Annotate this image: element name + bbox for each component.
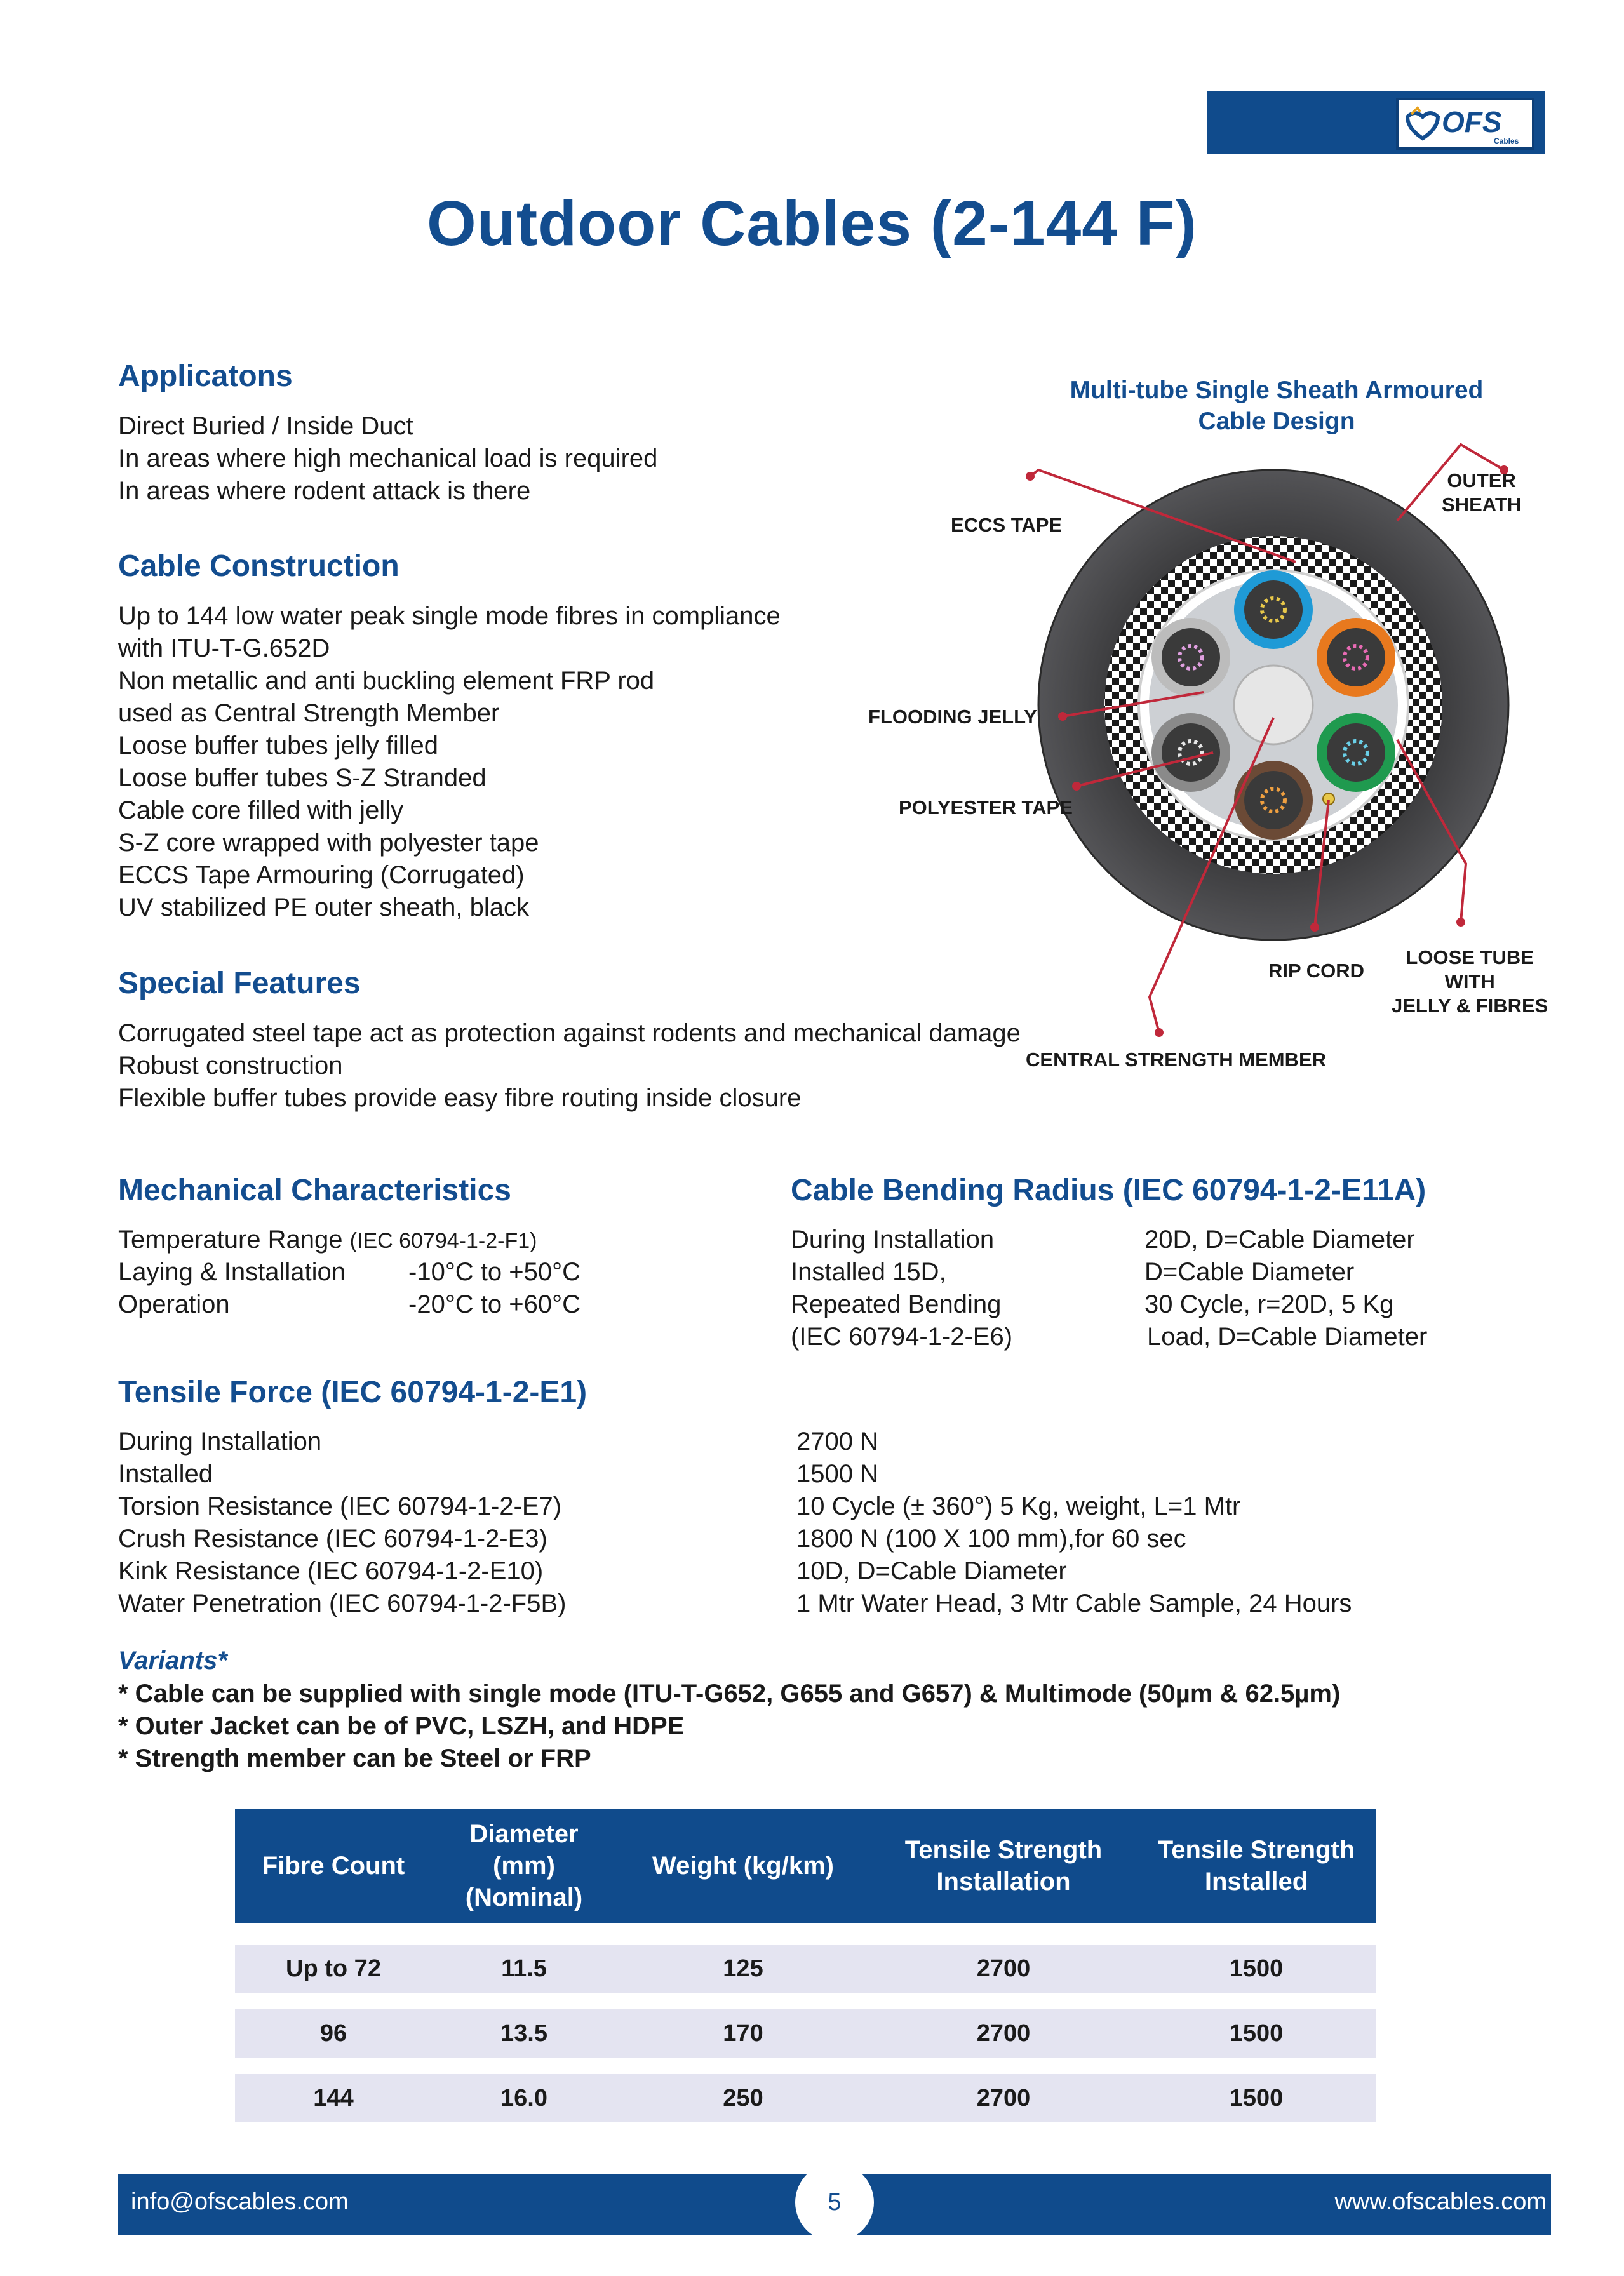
- table-cell: 13.5: [432, 2009, 616, 2058]
- header-line: Installation: [936, 1868, 1071, 1896]
- table-cell: 11.5: [432, 1945, 616, 1993]
- table-header: [616, 1809, 870, 1923]
- label-line: WITH: [1444, 970, 1495, 993]
- table-header: [1137, 1809, 1376, 1923]
- header-line: (Nominal): [465, 1884, 583, 1911]
- header-line: Tensile Strength: [1157, 1836, 1355, 1864]
- tensile-row-label: Kink Resistance (IEC 60794-1-2-E10): [118, 1557, 544, 1585]
- central-strength-member: [1234, 666, 1313, 744]
- table-cell: Up to 72: [235, 1945, 432, 1993]
- list-item: Up to 144 low water peak single mode fibres in compliance: [118, 602, 781, 630]
- footer-email-link[interactable]: info@ofscables.com: [131, 2188, 349, 2215]
- diagram-title-line: Cable Design: [1198, 408, 1355, 435]
- bending-row-label: During Installation: [791, 1226, 995, 1254]
- bending-row-value: Load, D=Cable Diameter: [1147, 1323, 1428, 1351]
- header-line: Diameter: [469, 1820, 579, 1848]
- table-header: [432, 1809, 616, 1923]
- list-item: * Strength member can be Steel or FRP: [118, 1744, 591, 1772]
- list-item: S-Z core wrapped with polyester tape: [118, 829, 539, 857]
- list-item: Robust construction: [118, 1052, 343, 1080]
- tensile-heading: Tensile Force (IEC 60794-1-2-E1): [118, 1376, 587, 1409]
- list-item: Direct Buried / Inside Duct: [118, 412, 413, 440]
- table-cell: 170: [616, 2009, 870, 2058]
- tensile-row-label: Torsion Resistance (IEC 60794-1-2-E7): [118, 1492, 562, 1520]
- table-cell: 144: [235, 2074, 432, 2122]
- label-outer-sheath: [1442, 469, 1521, 517]
- mech-row-label: Operation: [118, 1290, 230, 1318]
- table-row: [235, 2009, 1376, 2058]
- list-item: In areas where high mechanical load is required: [118, 445, 658, 472]
- header-line: Installed: [1204, 1868, 1308, 1896]
- list-item: Loose buffer tubes jelly filled: [118, 732, 439, 760]
- label-flooding-jelly: FLOODING JELLY: [868, 706, 1037, 728]
- tensile-row-label: Installed: [118, 1460, 213, 1488]
- applications-list: [118, 410, 657, 507]
- label-polyester-tape: POLYESTER TAPE: [899, 796, 1073, 819]
- tensile-row-label: Water Penetration (IEC 60794-1-2-F5B): [118, 1590, 567, 1617]
- list-item: ECCS Tape Armouring (Corrugated): [118, 861, 525, 889]
- applications-heading: Applicatons: [118, 359, 293, 393]
- table-header: [870, 1809, 1137, 1923]
- list-item: Flexible buffer tubes provide easy fibre routing inside closure: [118, 1084, 802, 1112]
- tensile-row-value: 10D, D=Cable Diameter: [796, 1557, 1067, 1585]
- construction-list: [118, 600, 781, 924]
- bending-row-label: Repeated Bending: [791, 1290, 1002, 1318]
- table-cell: 125: [616, 1945, 870, 1993]
- loose-tube: [1234, 761, 1313, 840]
- table-cell: 96: [235, 2009, 432, 2058]
- bending-row-value: 20D, D=Cable Diameter: [1144, 1226, 1415, 1254]
- table-cell: 2700: [870, 2074, 1137, 2122]
- table-cell: 250: [616, 2074, 870, 2122]
- label-line: OUTER: [1447, 469, 1516, 492]
- list-item: used as Central Strength Member: [118, 699, 500, 727]
- header-line: Fibre Count: [262, 1852, 405, 1880]
- page-number: 5: [795, 2163, 874, 2242]
- header-line: Tensile Strength: [904, 1836, 1103, 1864]
- header-line: Weight (kg/km): [652, 1852, 834, 1880]
- label-eccs-tape: ECCS TAPE: [951, 514, 1063, 536]
- tensile-row-value: 1500 N: [796, 1460, 878, 1488]
- company-logo: [1396, 98, 1534, 150]
- mech-row-value: -20°C to +60°C: [408, 1290, 581, 1318]
- tensile-row-label: During Installation: [118, 1428, 322, 1456]
- table-cell: 16.0: [432, 2074, 616, 2122]
- features-heading: Special Features: [118, 967, 361, 1000]
- label-loose-tube: [1392, 946, 1548, 1018]
- ofs-logo-icon: [1399, 100, 1532, 147]
- temp-label: Temperature Range: [118, 1226, 343, 1254]
- tensile-row-label: Crush Resistance (IEC 60794-1-2-E3): [118, 1525, 547, 1553]
- specification-table: [235, 1809, 1376, 2122]
- tensile-row-value: 1 Mtr Water Head, 3 Mtr Cable Sample, 24 Hours: [796, 1590, 1352, 1617]
- diagram-title-line: Multi-tube Single Sheath Armoured: [1070, 377, 1484, 404]
- list-item: Loose buffer tubes S-Z Stranded: [118, 764, 487, 792]
- page-title: Outdoor Cables (2-144 F): [426, 188, 1198, 259]
- tensile-row-value: 1800 N (100 X 100 mm),for 60 sec: [796, 1525, 1186, 1553]
- table-header: [235, 1809, 432, 1923]
- table-header-row: [235, 1809, 1376, 1923]
- list-item: Corrugated steel tape act as protection against rodents and mechanical damage: [118, 1019, 1021, 1047]
- bending-heading: Cable Bending Radius (IEC 60794-1-2-E11A): [791, 1174, 1426, 1207]
- variants-heading: Variants*: [118, 1647, 227, 1675]
- bending-row-label: Installed 15D,: [791, 1258, 946, 1286]
- header-line: (mm): [493, 1852, 555, 1880]
- table-cell: 1500: [1137, 2074, 1376, 2122]
- loose-tube: [1151, 713, 1230, 792]
- bending-row-value: 30 Cycle, r=20D, 5 Kg: [1144, 1290, 1394, 1318]
- variants-list: [118, 1678, 1340, 1775]
- list-item: * Outer Jacket can be of PVC, LSZH, and HDPE: [118, 1712, 685, 1740]
- loose-tube: [1317, 713, 1395, 792]
- loose-tube: [1234, 570, 1313, 649]
- table-cell: 2700: [870, 1945, 1137, 1993]
- loose-tube: [1317, 618, 1395, 697]
- bending-row-value: D=Cable Diameter: [1144, 1258, 1355, 1286]
- logo-text: OFS: [1442, 105, 1502, 138]
- table-row: [235, 1945, 1376, 1993]
- table-cell: 2700: [870, 2009, 1137, 2058]
- mech-row-label: Laying & Installation: [118, 1258, 346, 1286]
- list-item: with ITU-T-G.652D: [118, 634, 330, 662]
- table-cell: 1500: [1137, 2009, 1376, 2058]
- list-item: In areas where rodent attack is there: [118, 477, 531, 505]
- temperature-range-label: [118, 1226, 537, 1254]
- construction-heading: Cable Construction: [118, 549, 399, 583]
- tensile-row-value: 10 Cycle (± 360°) 5 Kg, weight, L=1 Mtr: [796, 1492, 1241, 1520]
- table-row: [235, 2074, 1376, 2122]
- mech-row-value: -10°C to +50°C: [408, 1258, 581, 1286]
- logo-subtext: Cables: [1494, 137, 1519, 145]
- list-item: UV stabilized PE outer sheath, black: [118, 894, 530, 921]
- table-cell: 1500: [1137, 1945, 1376, 1993]
- label-line: LOOSE TUBE: [1406, 946, 1534, 968]
- list-item: Non metallic and anti buckling element FRP rod: [118, 667, 655, 695]
- label-line: JELLY & FIBRES: [1392, 994, 1548, 1017]
- list-item: * Cable can be supplied with single mode (ITU-T-G652, G655 and G657) & Multimode (50µm & 62.5µm): [118, 1680, 1341, 1708]
- loose-tube: [1151, 618, 1230, 697]
- footer-website-link[interactable]: www.ofscables.com: [1334, 2188, 1547, 2215]
- temp-ref: (IEC 60794-1-2-F1): [349, 1229, 537, 1253]
- label-rip-cord: RIP CORD: [1268, 960, 1365, 982]
- tensile-row-value: 2700 N: [796, 1428, 878, 1456]
- mechanical-heading: Mechanical Characteristics: [118, 1174, 511, 1207]
- bending-row-label: (IEC 60794-1-2-E6): [791, 1323, 1013, 1351]
- label-central-strength-member: CENTRAL STRENGTH MEMBER: [1026, 1048, 1327, 1071]
- list-item: Cable core filled with jelly: [118, 796, 404, 824]
- label-line: SHEATH: [1442, 493, 1522, 516]
